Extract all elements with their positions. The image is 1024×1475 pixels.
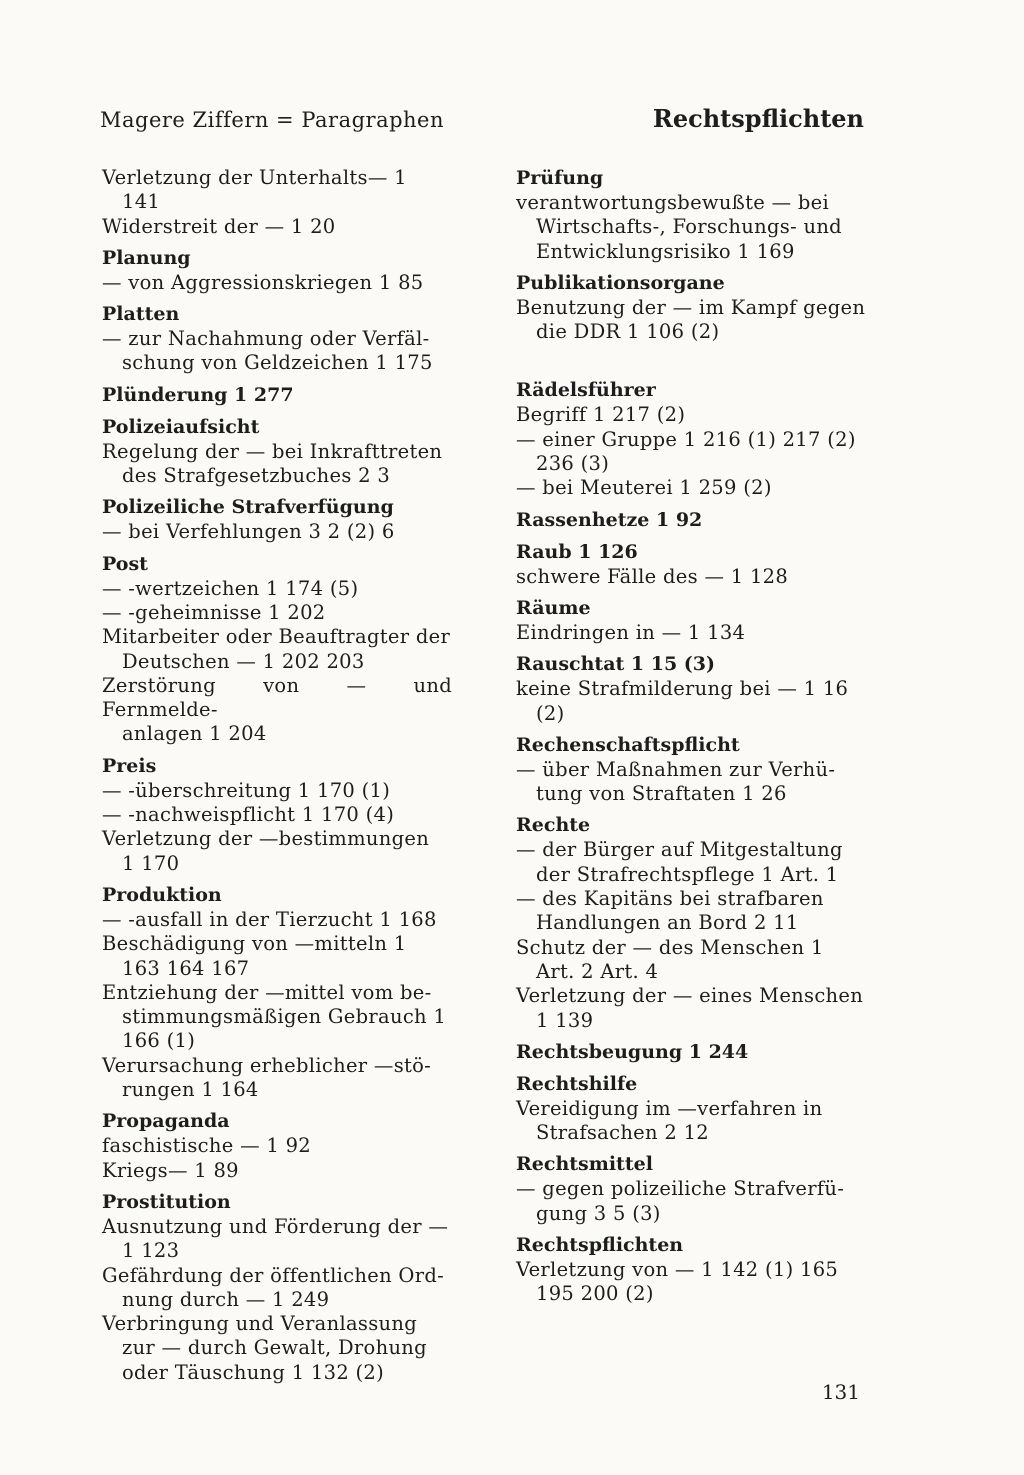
index-entry <box>102 166 452 239</box>
entry-heading: Produktion <box>102 883 222 906</box>
index-entry <box>516 733 866 807</box>
entry-line: Art. 2 Art. 4 <box>536 959 659 983</box>
running-head: Rechtspflichten <box>652 104 864 133</box>
entry-line: 166 (1) <box>122 1029 196 1053</box>
entry-line: 1 123 <box>122 1239 180 1263</box>
entry-line: Kriegs— 1 89 <box>102 1158 239 1182</box>
entry-line: Schutz der — des Menschen 1 <box>516 935 824 959</box>
entry-line: Verletzung der — eines Menschen <box>516 984 864 1008</box>
entry-line: Zerstörung von — und Fernmelde- <box>102 673 452 722</box>
entry-heading: Planung <box>102 246 191 269</box>
entry-line: Verbringung und Veranlassung <box>102 1312 418 1336</box>
entry-line: Regelung der — bei Inkrafttreten <box>102 439 443 463</box>
entry-line: 163 164 167 <box>122 956 250 980</box>
entry-line: Verletzung der —bestimmungen <box>102 827 430 851</box>
entry-line: zur — durch Gewalt, Drohung <box>122 1336 427 1360</box>
entry-line: schwere Fälle des — 1 128 <box>516 564 789 588</box>
entry-heading: Rechenschaftspflicht <box>516 733 740 756</box>
entry-line: — des Kapitäns bei strafbaren <box>516 887 824 911</box>
entry-line: — -ausfall in der Tierzucht 1 168 <box>102 907 437 931</box>
entry-line: Ausnutzung und Förderung der — <box>102 1214 449 1238</box>
entry-line: Mitarbeiter oder Beauftragter der <box>102 625 451 649</box>
page-number: 131 <box>821 1380 860 1404</box>
entry-line: — -nachweispflicht 1 170 (4) <box>102 803 395 827</box>
index-entry <box>516 1233 866 1307</box>
entry-line: nung durch — 1 249 <box>122 1287 330 1311</box>
index-entry <box>102 1190 452 1385</box>
index-entry <box>516 652 866 726</box>
index-entry <box>516 596 866 645</box>
entry-line: — -überschreitung 1 170 (1) <box>102 778 391 802</box>
entry-heading: Rechte <box>516 814 591 837</box>
entry-line: Verletzung von — 1 142 (1) 165 <box>516 1258 839 1282</box>
entry-line: Widerstreit der — 1 20 <box>102 214 336 238</box>
entry-line: — von Aggressionskriegen 1 85 <box>102 270 424 294</box>
entry-line: anlagen 1 204 <box>122 722 267 746</box>
index-entry <box>102 495 452 544</box>
entry-line: die DDR 1 106 (2) <box>536 320 720 344</box>
index-entry <box>102 302 452 376</box>
entry-heading: Räume <box>516 596 591 619</box>
entry-heading: Prüfung <box>516 167 604 189</box>
index-entry <box>102 883 452 1102</box>
entry-heading: Rechtsbeugung 1 244 <box>516 1040 749 1063</box>
index-entry <box>516 378 866 500</box>
entry-line: Beschädigung von —mitteln 1 <box>102 932 407 956</box>
entry-line: 236 (3) <box>536 452 610 476</box>
index-entry <box>102 383 452 408</box>
entry-line: Eindringen in — 1 134 <box>516 620 746 644</box>
entry-line: — gegen polizeiliche Strafverfü- <box>516 1177 845 1201</box>
entry-heading: Platten <box>102 303 180 326</box>
index-column-left <box>102 166 452 1392</box>
entry-line: 195 200 (2) <box>536 1282 654 1306</box>
entry-line: — -wertzeichen 1 174 (5) <box>102 576 359 600</box>
entry-line: Benutzung der — im Kampf gegen <box>516 295 866 319</box>
entry-line: Verletzung der Unterhalts— 1 <box>102 166 407 189</box>
entry-line: der Strafrechtspflege 1 Art. 1 <box>536 862 839 886</box>
entry-heading: Propaganda <box>102 1110 230 1133</box>
index-entry <box>516 1072 866 1146</box>
entry-line: 141 <box>122 190 161 214</box>
entry-line: des Strafgesetzbuches 2 3 <box>122 464 391 488</box>
entry-line: oder Täuschung 1 132 (2) <box>122 1360 385 1384</box>
entry-heading: Raub 1 126 <box>516 540 638 563</box>
entry-line: 1 170 <box>122 851 180 875</box>
index-entry <box>102 415 452 489</box>
index-entry <box>516 166 866 264</box>
entry-line: keine Strafmilderung bei — 1 16 <box>516 677 849 701</box>
index-entry <box>102 552 452 747</box>
legend-note: Magere Ziffern = Paragraphen <box>100 108 445 132</box>
entry-line: — zur Nachahmung oder Verfäl- <box>102 327 430 351</box>
entry-heading: Post <box>102 552 148 575</box>
entry-heading: Polizeiliche Strafverfügung <box>102 496 394 519</box>
entry-line: gung 3 5 (3) <box>536 1201 661 1225</box>
entry-line: Strafsachen 2 12 <box>536 1121 709 1145</box>
entry-heading: Rassenhetze 1 92 <box>516 508 703 531</box>
entry-heading: Preis <box>102 754 157 777</box>
entry-line: — über Maßnahmen zur Verhü- <box>516 757 836 781</box>
entry-line: 1 139 <box>536 1008 594 1032</box>
index-entry <box>102 1109 452 1183</box>
entry-line: Gefährdung der öffentlichen Ord- <box>102 1263 445 1287</box>
entry-line: Entwicklungsrisiko 1 169 <box>536 239 795 263</box>
entry-line: Wirtschafts-, Forschungs- und <box>536 215 842 239</box>
entry-line: Vereidigung im —verfahren in <box>516 1096 823 1120</box>
entry-heading: Rädelsführer <box>516 379 656 402</box>
entry-heading: Rechtshilfe <box>516 1072 638 1095</box>
entry-line: Entziehung der —mittel vom be- <box>102 980 432 1004</box>
entry-line: — bei Meuterei 1 259 (2) <box>516 476 772 500</box>
entry-line: — einer Gruppe 1 216 (1) 217 (2) <box>516 427 856 451</box>
entry-line: stimmungsmäßigen Gebrauch 1 <box>122 1005 447 1029</box>
index-entry <box>516 271 866 345</box>
entry-heading: Rauschtat 1 15 (3) <box>516 653 715 676</box>
entry-line: — -geheimnisse 1 202 <box>102 600 326 624</box>
entry-line: tung von Straftaten 1 26 <box>536 782 787 806</box>
entry-line: schung von Geldzeichen 1 175 <box>122 351 433 375</box>
entry-line: rungen 1 164 <box>122 1078 259 1102</box>
entry-line: — bei Verfehlungen 3 2 (2) 6 <box>102 520 395 544</box>
entry-line: Begriff 1 217 (2) <box>516 403 686 427</box>
entry-heading: Rechtspflichten <box>516 1234 684 1257</box>
entry-line: (2) <box>536 701 565 725</box>
index-entry <box>102 246 452 295</box>
entry-line: faschistische — 1 92 <box>102 1134 311 1158</box>
index-entry <box>516 1040 866 1065</box>
entry-heading: Rechtsmittel <box>516 1153 653 1176</box>
index-column-right <box>516 166 866 1314</box>
entry-heading: Polizeiaufsicht <box>102 415 260 438</box>
entry-heading: Plünderung 1 277 <box>102 383 294 406</box>
index-entry <box>516 1152 866 1226</box>
entry-heading: Prostitution <box>102 1190 231 1213</box>
entry-line: verantwortungsbewußte — bei <box>516 191 830 214</box>
index-entry <box>516 508 866 533</box>
entry-line: Handlungen an Bord 2 11 <box>536 911 799 935</box>
entry-heading: Publikationsorgane <box>516 271 725 294</box>
index-entry <box>516 813 866 1032</box>
index-entry <box>102 754 452 876</box>
index-entry <box>516 540 866 589</box>
entry-line: Deutschen — 1 202 203 <box>122 649 365 673</box>
entry-line: — der Bürger auf Mitgestaltung <box>516 838 843 862</box>
entry-line: Verursachung erheblicher —stö- <box>102 1053 432 1077</box>
